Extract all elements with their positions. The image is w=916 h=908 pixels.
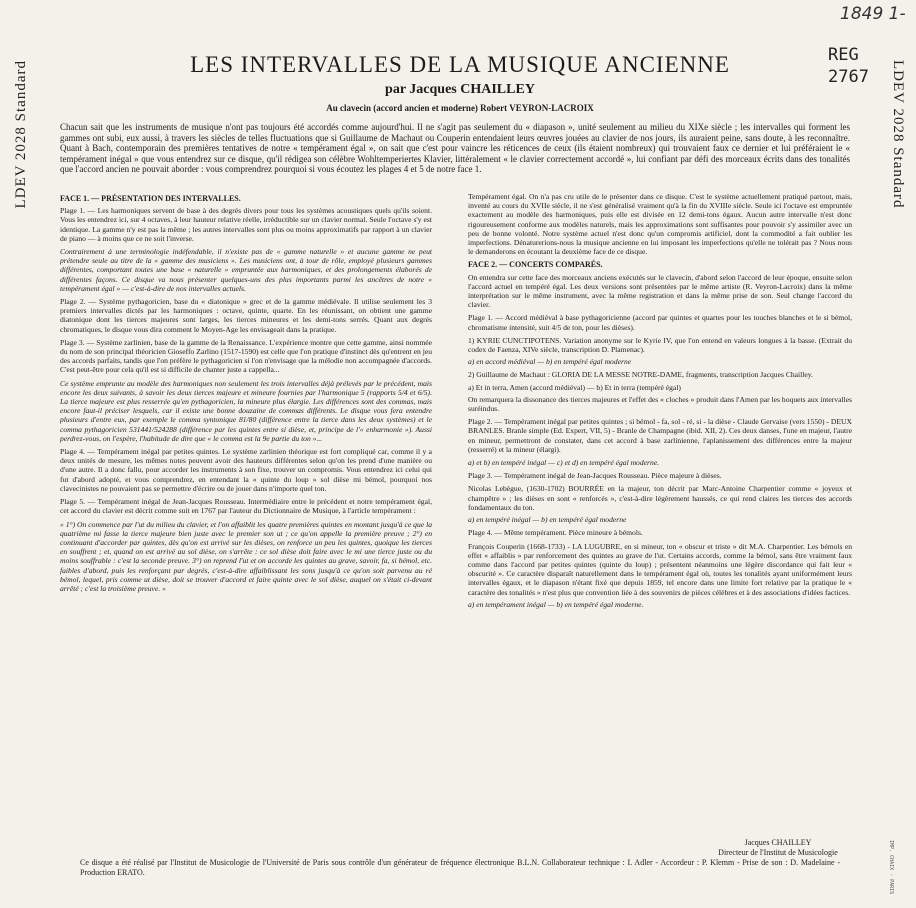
signature-role: Directeur de l'Institut de Musicologie bbox=[718, 848, 838, 857]
performer-subtitle: Au clavecin (accord ancien et moderne) Robert VEYRON-LACROIX bbox=[326, 103, 594, 113]
left-column bbox=[60, 192, 432, 844]
text-block: Plage 4. — Même tempérament. Pièce mineure à bémols. bbox=[468, 528, 643, 538]
text-block: Plage 2. — Tempérament inégal par petites quintes ; si bémol - fa, sol - ré, si - la dièse - Claude Gervaise (vers 1550) - DEUX BRANLES. Branle simple (Ed. Expert, VII, 5) - Branle de Champagne (ibid. XII, 2). Ces deux danses, l'une en majeur, l'autre en mineur, permettront de constater, dans cet accord à base zarlinienne, l'aplanissement des différences entre la majeur (resserré) et la mineur (élargi). bbox=[468, 417, 852, 454]
intro-paragraph: Chacun sait que les instruments de musique n'ont pas toujours été accordés comme aujourd'hui. Il ne s'agit pas seulement du « diapason », unité seulement au milieu du XIXe siècle ; les intervalles qui forment les gammes ont subi, eux aussi, à travers les siècles de telles fluctuations que si Guillaume de Machaut ou Couperin entendaient leurs œuvres jouées au clavier de nos jours, ils auraient peine, sans doute, à les reconnaître. Quant à Bach, contemporain des premières tentatives de notre « tempérament égal », on sait que c'est pour vaincre les réticences de ceux (ils étaient nombreux) qui trouvaient faux ce dernier et lui préféraient le « tempérament inégal » que vous entendrez sur ce disque, qu'il rédigea son célèbre Wohltemperiertes Klavier, littéralement « le clavier correctement accordé », lui confiant par défi des morceaux écrits dans des tonalités que l'accord ancien ne pouvait aborder : vous comprendrez pourquoi si vous écoutez les plages 4 et 5 de notre face 1. bbox=[60, 122, 850, 174]
text-block: a) en tempéré inégal — b) en tempéré égal moderne bbox=[468, 515, 627, 525]
text-block: Plage 5. — Tempérament inégal de Jean-Jacques Rousseau. Intermédiaire entre le précédent et notre tempérament égal, cet accord du clavier est décrit comme suit en 1767 par l'auteur du Dictionnaire de Musique, à l'article tempérament : bbox=[60, 497, 432, 516]
spine-label-left: LDEV 2028 Standard bbox=[13, 60, 29, 209]
registration-stamp bbox=[828, 44, 869, 88]
text-block: François Couperin (1668-1733) - LA LUGUBRE, en si mineur, ton « obscur et triste » dit M.A. Charpentier. Les bémols en effet « affaiblis » par renforcement des quintes au grave de l'ut. Certains accords, comme la bémol, sans être vraiment faux comme dans l'accord par petites quintes (quinte du loup) ; présentent néanmoins une légère discordance qui fait leur « obscurité ». Ce caractère disparaît naturellement dans le tempérament égal où, toutes les tonalités ayant uniformément leurs intervalles égaux, et le diapason n'étant fixé que depuis 1859, tel encore dans une limite fort relative par la pratique le « caractère des tonalités » n'est plus que convention liée à des souvenirs de pièces célèbres et à des associations d'idées factices. bbox=[468, 541, 852, 597]
text-block: Nicolas Lebègue, (1630-1702) BOURRÉE en la majeur, ton décrit par Marc-Antoine Charpentier comme « joyeux et champêtre » ; les dièses en sont « renforcés », c'est-à-dire légèrement haussés, ce qui rend claires les tierces des accords fondamentaux du ton. bbox=[468, 484, 852, 512]
text-block: a) Et in terra, Amen (accord médiéval) — b) Et in terra (tempéré égal) bbox=[468, 382, 681, 392]
page-title: LES INTERVALLES DE LA MUSIQUE ANCIENNE bbox=[190, 52, 730, 77]
text-block: Contrairement à une terminologie indéfendable, il n'existe pas de « gamme naturelle » et aucune gamme ne peut prétendre seule au titre de la « gamme des musiciens ». Les musiciens ont, à tour de rôle, employé plusieurs gammes différentes, comportant toutes une base « naturelle » empruntée aux harmoniques, et des prolongements élaborés de différentes façons. Ce disque va nous présenter quelques-uns des plus importants parmi les ancêtres de notre « tempérament égal » — c'est-à-dire de nos intervalles actuels. bbox=[60, 247, 432, 293]
signature-block bbox=[668, 838, 888, 858]
text-block: Plage 1. — Les harmoniques servent de base à des degrés divers pour tous les systèmes acoustiques quels qu'ils soient. Vous les entendrez ici, sur 4 octaves, à leur hauteur relative réelle, irréductible sur un clavier normal. Seule l'octave s'y est identique. La gamme n'y est pas la même ; les autres intervalles sont plus ou moins approximatifs par rapport à un clavier de piano — à moins que ce ne soit l'inverse. bbox=[60, 206, 432, 243]
text-block: Plage 2. — Système pythagoricien, base du « diatonique » grec et de la gamme médiévale. Il utilise seulement les 3 premiers intervalles dictés par les harmoniques : octave, quinte, quarte. En les réunissant, on obtient une gamme diatonique dont les tierces majeures sont larges, les tierces mineures et les demi-tons serrés. Quant aux degrés chromatiques, le disque vous dira comment le Moyen-Age les envisageait dans la pratique. bbox=[60, 297, 432, 334]
footer-credits: Ce disque a été réalisé par l'Institut de Musicologie de l'Université de Paris sous contrôle d'un générateur de fréquence électronique B.L.N. Collaborateur technique : I. Adler - Accordeur : P. Klemm - Prise de son : D. Madelaine - Production ERATO. bbox=[80, 858, 840, 877]
stamp-line-1: REG bbox=[828, 45, 859, 65]
text-block: a) et b) en tempéré inégal — c) et d) en tempéré égal moderne. bbox=[468, 458, 660, 468]
author-byline: par Jacques CHAILLEY bbox=[385, 82, 535, 97]
section-heading: FACE 2. — CONCERTS COMPARÉS. bbox=[468, 260, 603, 270]
text-block: 1) KYRIE CUNCTIPOTENS. Variation anonyme sur le Kyrie IV, que l'on entend en valeurs longues à la basse. (Extrait du codex de Faenza, XIVe siècle, transcription D. Plamenac). bbox=[468, 335, 852, 355]
signature-name: Jacques CHAILLEY bbox=[744, 838, 812, 847]
text-block: Plage 3. — Système zarlinien, base de la gamme de la Renaissance. L'expérience montre que cette gamme, ainsi nommée du nom de son principal théoricien Gioseffo Zarlino (1517-1590) est celle que l'on pratique d'instinct dès qu'entrent en jeu des accords parfaits, tandis que l'on préfère le pythagoricien si l'on n'envisage que la mélodie non accompagnée d'accords. C'est peut-être pour cela qu'il est si difficile de chanter juste a cappella... bbox=[60, 337, 432, 375]
text-block: 2) Guillaume de Machaut : GLORIA DE LA MESSE NOTRE-DAME, fragments, transcription Jacques Chailley. bbox=[468, 370, 813, 380]
stamp-line-2: 2767 bbox=[828, 67, 869, 87]
text-block: Tempérament égal. On n'a pas cru utile de le présenter dans ce disque. C'est le système actuellement pratiqué partout, mais, inventé au cours du XVIIe siècle, il ne s'est généralisé vraiment qu'à la fin du XVIIIe siècle. Seule ici l'octave est empruntée exactement au modèle des harmoniques, puis elle est divisée en 12 demi-tons égaux. Aucun autre intervalle n'est donc rigoureusement conforme aux modèles naturels, mais les approximations sont suffisantes pour pouvoir s'y assimiler avec un peu de bonne volonté. Notre système actuel n'est donc qu'un compromis artificiel, dont la commodité a fait oublier les imperfections. Dénaturerions-nous la musique ancienne en lui imposant les imperfections qu'elle ne tolérait pas ? Nous nous le demanderons en écoutant la deuxième face de ce disque. bbox=[468, 192, 852, 257]
text-block: Plage 3. — Tempérament inégal de Jean-Jacques Rousseau. Pièce majeure à dièses. bbox=[468, 471, 722, 481]
printer-mark: IMP. CHAIX - PARIS bbox=[888, 840, 894, 895]
text-block: « 1°) On commence par l'ut du milieu du clavier, et l'on affaiblit les quatre premières quintes en montant jusqu'à ce que la quatrième mi fasse la tierce majeure bien juste avec le premier son ut ; ce qu'on appelle la première preuve ; 2°) en continuant d'accorder par quintes, dès qu'on est arrivé sur les dièses, on renforce un peu les quintes, quoique les tierces en souffrent ; et, quand on est arrivé au sol dièse, on s'arrête : ce sol dièse doit faire avec le mi une tierce juste ou du moins souffrable : c'est la seconde preuve. 3°) on reprend l'ut et on accorde les quintes au grave, savoir, fa, si bémol, etc. faibles d'abord, puis les renforçant par degrés, c'est-à-dire affaiblissant les sons jusqu'à ce qu'on soit parvenu au ré bémol, lequel, pris comme ut dièse, doit se trouver d'accord et faire quinte avec le sol dièse, auquel on s'était ci-devant arrêté ; c'est la troisième preuve. » bbox=[60, 519, 432, 593]
text-block: On remarquera la dissonance des tierces majeures et l'effet des « cloches » produit dans l'Amen par les hoquets aux intervalles suréindus. bbox=[468, 394, 852, 414]
section-heading: FACE 1. — PRÉSENTATION DES INTERVALLES. bbox=[60, 194, 241, 203]
text-block: a) en tempérament inégal — b) en tempéré égal moderne. bbox=[468, 599, 644, 609]
text-block: Plage 1. — Accord médiéval à base pythagoricienne (accord par quintes et quartes pour les touches blanches et le si bémol, chromatisme intensité, suit 4/5 de ton, pour les dièses). bbox=[468, 313, 852, 332]
text-block: On entendra sur cette face des morceaux anciens exécutés sur le clavecin, d'abord selon l'accord de leur époque, ensuite selon l'accord actuel en tempéré égal. Les deux versions sont présentées par le même artiste (R. Veyron-Lacroix) dans la même interprétation sur le même instrument, avec la même registration et dans la même prise de son. Seul change l'accord du clavier. bbox=[468, 272, 852, 310]
text-block: Plage 4. — Tempérament inégal par petites quintes. Le système zarlinien théorique est fort compliqué car, comme il y a deux unités de mesure, les mêmes notes peuvent avoir des hauteurs différentes selon qu'on les prend d'une manière ou d'une autre. Il a donc fallu, pour accorder les instruments à son fixe, trouver un compromis. Vous entendrez ici celui qui fut d'abord adopté, et vous comprendrez, en entendant la « quinte du loup » sol dièse mi bémol, pourquoi nos clavecinistes ne pouvaient pas se permettre d'écrire ou de jouer dans n'importe quel ton. bbox=[60, 447, 432, 493]
right-column bbox=[468, 192, 852, 832]
spine-label-right: LDEV 2028 Standard bbox=[890, 60, 906, 209]
text-block: a) en accord médiéval — b) en tempéré égal moderne bbox=[468, 357, 632, 367]
handwritten-note: 1849 1- bbox=[840, 4, 906, 24]
text-block: Ce système emprunte au modèle des harmoniques non seulement les trois intervalles déjà prélevés par le précédent, mais encore les deux suivants, à savoir les deux tierces majeure et mineure fournies par l'harmonique 5 (rapports 5/4 et 6/5). La tierce majeure est plus resserrée qu'en pythagoricien, la mineure plus élargie. Les différences sont des commas, mais encore faut-il préciser lesquels, car il existe une bonne douzaine de commas différents. Le disque vous fera entendre plusieurs d'entre eux, par exemple le comma syntonique 81/80 (différence entre la tierce dans les deux systèmes) et le comma pythagoricien 531441/524288 (différence par les quintes entre si dièse, et, principe de l'« enharmonie »). Aussi perdrez-vous, on l'espère, l'habitude de dire que « le comma est la 9e partie du ton »... bbox=[60, 378, 432, 443]
